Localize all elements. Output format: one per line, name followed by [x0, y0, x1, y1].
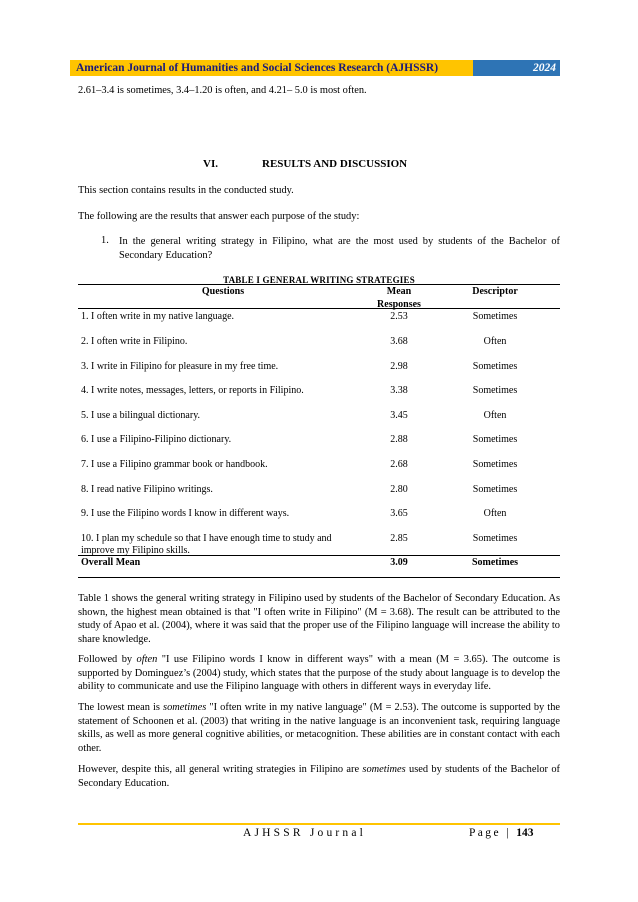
row-mean: 3.45	[390, 410, 408, 421]
row-mean: 2.53	[390, 311, 408, 322]
row-question: 9. I use the Filipino words I know in different ways.	[81, 508, 290, 519]
row-mean: 2.88	[390, 434, 408, 445]
row-mean: 3.38	[390, 385, 408, 396]
table-bottom-rule	[78, 577, 560, 578]
footer-rule	[78, 823, 560, 825]
paragraph-following: The following are the results that answer each purpose of the study:	[78, 211, 360, 222]
row-question: 8. I read native Filipino writings.	[81, 484, 213, 495]
table-caption: TABLE I GENERAL WRITING STRATEGIES	[223, 275, 415, 285]
paragraph-section-intro: This section contains results in the conducted study.	[78, 185, 294, 196]
row-mean: 2.80	[390, 484, 408, 495]
row-descriptor: Sometimes	[472, 434, 518, 445]
journal-title: American Journal of Humanities and Social Sciences Research (AJHSSR)	[70, 60, 473, 76]
row-descriptor: Often	[483, 336, 507, 347]
row-question: 4. I write notes, messages, letters, or reports in Filipino.	[81, 385, 304, 396]
row-mean: 3.65	[390, 508, 408, 519]
row-descriptor: Sometimes	[472, 533, 518, 544]
row-descriptor: Sometimes	[472, 484, 518, 495]
row-question: 10. I plan my schedule so that I have enough time to study and improve my Filipino skills.	[81, 533, 332, 556]
paragraph-however: However, despite this, all general writing strategies in Filipino are sometimes used by students of the Bachelor of Secondary Education.	[78, 764, 560, 789]
intro-line: 2.61–3.4 is sometimes, 3.4–1.20 is often, and 4.21– 5.0 is most often.	[78, 85, 367, 96]
overall-descriptor: Sometimes	[471, 557, 519, 568]
paragraph-followed-by: Followed by often "I use Filipino words I know in different ways" with a mean (M = 3.65). The outcome is supported by Dominguez’s (2004) study, which states that the purpose of the study about language is to develop the ability to communicate and use the Filipino language with others in different ways in everyday life.	[78, 654, 560, 693]
paragraph-table1-discussion: Table 1 shows the general writing strategy in Filipino used by students of the Bachelor of Secondary Education. As shown, the highest mean obtained is that "I often write in Filipino" (M = 3.68). The result can be attributed to the study of Apao et al. (2004), where it was said that the proper use of the Filipino language will increase the ability to share knowledge.	[78, 593, 560, 645]
header-questions: Questions	[201, 286, 245, 297]
emphasis-sometimes: sometimes	[163, 702, 207, 713]
row-mean: 2.98	[390, 361, 408, 372]
footer-page-label: Page |	[469, 827, 511, 839]
list-item-number: 1.	[101, 235, 109, 246]
row-descriptor: Sometimes	[472, 385, 518, 396]
row-mean: 3.68	[390, 336, 408, 347]
row-question: 3. I write in Filipino for pleasure in my free time.	[81, 361, 279, 372]
header-mean-line1: Mean	[386, 286, 412, 297]
section-title: RESULTS AND DISCUSSION	[262, 158, 408, 170]
row-question: 1. I often write in my native language.	[81, 311, 235, 322]
section-number: VI.	[203, 158, 218, 170]
row-question: 7. I use a Filipino grammar book or handbook.	[81, 459, 268, 470]
paragraph-lowest-mean: The lowest mean is sometimes "I often write in my native language" (M = 2.53). The outcome is supported by the statement of Schoonen et al. (2003) that writing in the native language is an inconvenient task, requiring language skills, as well as more general cognitive abilities, or metacognition. These abilities are in constant contact with each other.	[78, 702, 560, 754]
row-mean: 2.68	[390, 459, 408, 470]
row-descriptor: Sometimes	[472, 459, 518, 470]
header-descriptor: Descriptor	[472, 286, 518, 297]
row-descriptor: Often	[483, 508, 507, 519]
row-question: 5. I use a bilingual dictionary.	[81, 410, 201, 421]
journal-header	[70, 60, 560, 76]
list-item-text: In the general writing strategy in Filipino, what are the most used by students of the Bachelor of Secondary Education?	[119, 236, 560, 261]
row-descriptor: Sometimes	[472, 361, 518, 372]
row-mean: 2.85	[390, 533, 408, 544]
overall-mean: 3.09	[390, 557, 408, 568]
row-descriptor: Sometimes	[472, 311, 518, 322]
row-question: 2. I often write in Filipino.	[81, 336, 188, 347]
row-descriptor: Often	[483, 410, 507, 421]
overall-label: Overall Mean	[81, 557, 141, 568]
footer-page	[469, 827, 533, 839]
footer-journal-name: AJHSSR Journal	[243, 827, 367, 839]
emphasis-often: often	[136, 654, 158, 665]
table-overall-rule	[78, 555, 560, 556]
header-mean-line2: Responses	[377, 299, 421, 310]
table-header-rule	[78, 308, 560, 309]
row-question: 6. I use a Filipino-Filipino dictionary.	[81, 434, 232, 445]
emphasis-sometimes-2: sometimes	[362, 764, 406, 775]
footer-page-number: 143	[516, 827, 534, 839]
journal-year: 2024	[473, 60, 560, 76]
